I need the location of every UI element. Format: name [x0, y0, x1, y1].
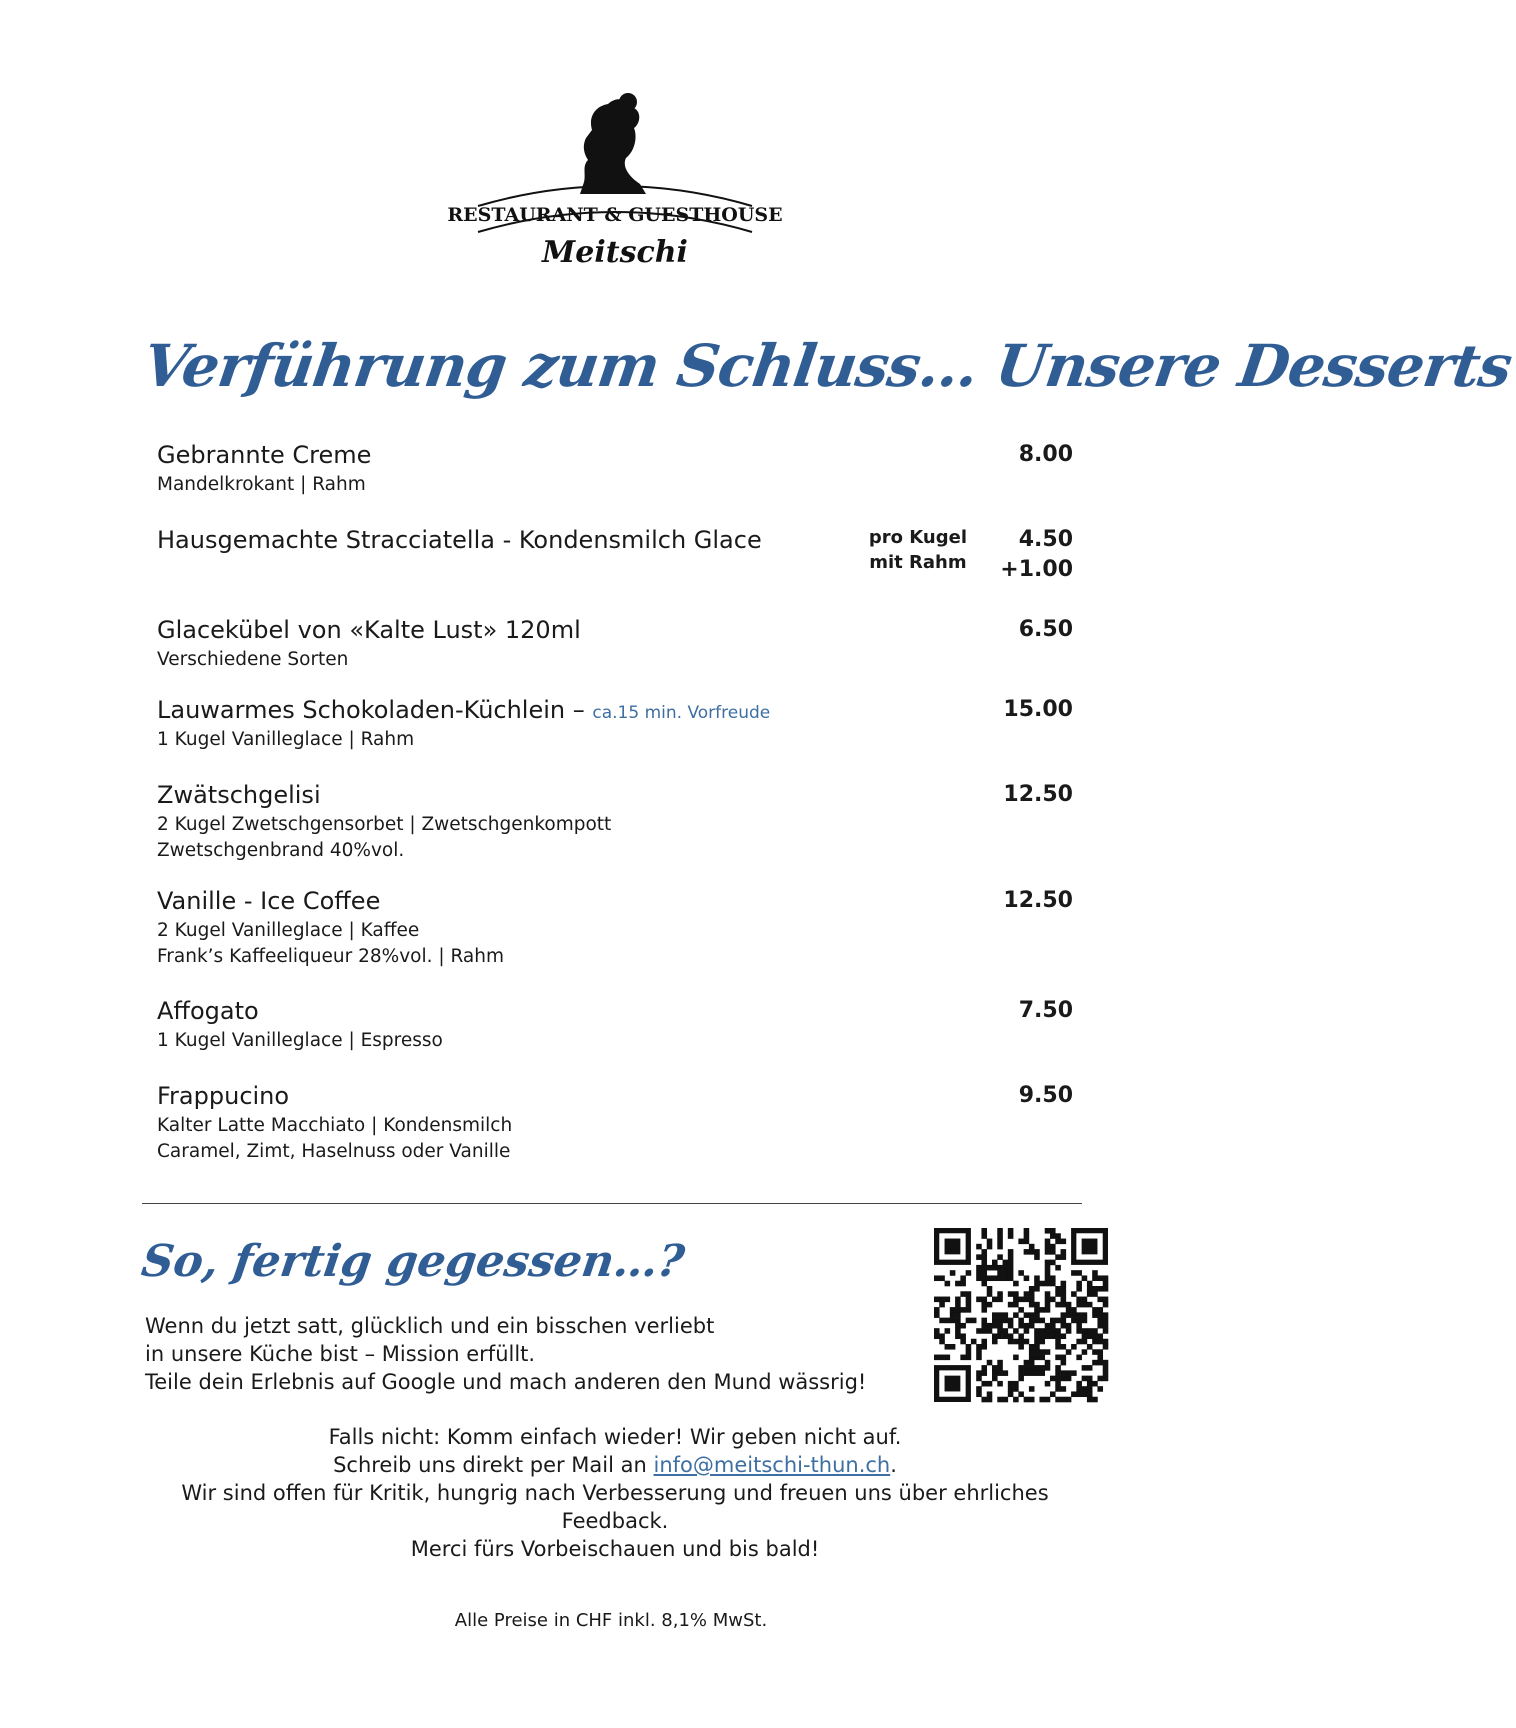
outro-text — [145, 1312, 945, 1396]
item-description: 1 Kugel Vanilleglace | Espresso — [157, 1030, 443, 1051]
item-name: Hausgemachte Stracciatella - Kondensmilch Glace — [157, 526, 762, 554]
item-note: ca.15 min. Vorfreude — [592, 703, 771, 723]
logo-line1: RESTAURANT & GUESTHOUSE — [447, 204, 783, 226]
item-name: Glacekübel von «Kalte Lust» 120ml — [157, 616, 581, 644]
item-name: Zwätschgelisi — [157, 781, 321, 809]
item-description: Verschiedene Sorten — [157, 649, 349, 670]
item-price: 15.00 — [1003, 697, 1073, 722]
item-price: 4.50 — [1018, 527, 1073, 552]
section-divider — [142, 1203, 1082, 1204]
closing-line: Schreib uns direkt per Mail an info@meitschi-thun.ch. — [333, 1453, 897, 1477]
item-name: Gebrannte Creme — [157, 441, 372, 469]
silhouette-icon — [580, 99, 646, 194]
item-price: 12.50 — [1003, 888, 1073, 913]
closing-line: Falls nicht: Komm einfach wieder! Wir geben nicht auf. — [328, 1425, 902, 1449]
item-description: Kalter Latte Macchiato | Kondensmilch Caramel, Zimt, Haselnuss oder Vanille — [157, 1115, 513, 1162]
item-description: 2 Kugel Vanilleglace | Kaffee Frank’s Kaffeeliqueur 28%vol. | Rahm — [157, 920, 505, 967]
item-price: 9.50 — [1018, 1083, 1073, 1108]
item-description: 1 Kugel Vanilleglace | Rahm — [157, 729, 415, 750]
item-description: Mandelkrokant | Rahm — [157, 474, 366, 495]
outro-line: Teile dein Erlebnis auf Google und mach anderen den Mund wässrig! — [145, 1370, 867, 1394]
item-name: Vanille - Ice Coffee — [157, 887, 381, 915]
closing-line: Merci fürs Vorbeischauen und bis bald! — [410, 1537, 820, 1561]
item-description: 2 Kugel Zwetschgensorbet | Zwetschgenkompott Zwetschgenbrand 40%vol. — [157, 814, 612, 861]
logo-name: Meitschi — [542, 235, 688, 270]
closing-line: Wir sind offen für Kritik, hungrig nach Verbesserung und freuen uns über ehrliches Feedback. — [181, 1481, 1049, 1533]
item-unit-label: pro Kugel mit Rahm — [868, 527, 967, 573]
item-name: Affogato — [157, 997, 259, 1025]
closing-text — [140, 1423, 1090, 1563]
item-price: 6.50 — [1018, 617, 1073, 642]
restaurant-logo — [447, 66, 783, 270]
item-name: Frappucino — [157, 1082, 290, 1110]
item-price: 7.50 — [1018, 998, 1073, 1023]
item-price: 12.50 — [1003, 782, 1073, 807]
outro-line: in unsere Küche bist – Mission erfüllt. — [145, 1342, 536, 1366]
item-price-extra: +1.00 — [1000, 557, 1073, 582]
email-link[interactable]: info@meitschi-thun.ch — [653, 1453, 891, 1477]
page-title: Verführung zum Schluss... Unsere Desserts — [139, 332, 1516, 400]
outro-line: Wenn du jetzt satt, glücklich und ein bisschen verliebt — [145, 1314, 715, 1338]
item-name: Lauwarmes Schokoladen-Küchlein – ca.15 min. Vorfreude — [157, 696, 771, 724]
qr-code[interactable] — [934, 1228, 1108, 1402]
price-note: Alle Preise in CHF inkl. 8,1% MwSt. — [454, 1610, 768, 1631]
outro-title: So, fertig gegessen…? — [138, 1236, 688, 1287]
item-price: 8.00 — [1018, 442, 1073, 467]
